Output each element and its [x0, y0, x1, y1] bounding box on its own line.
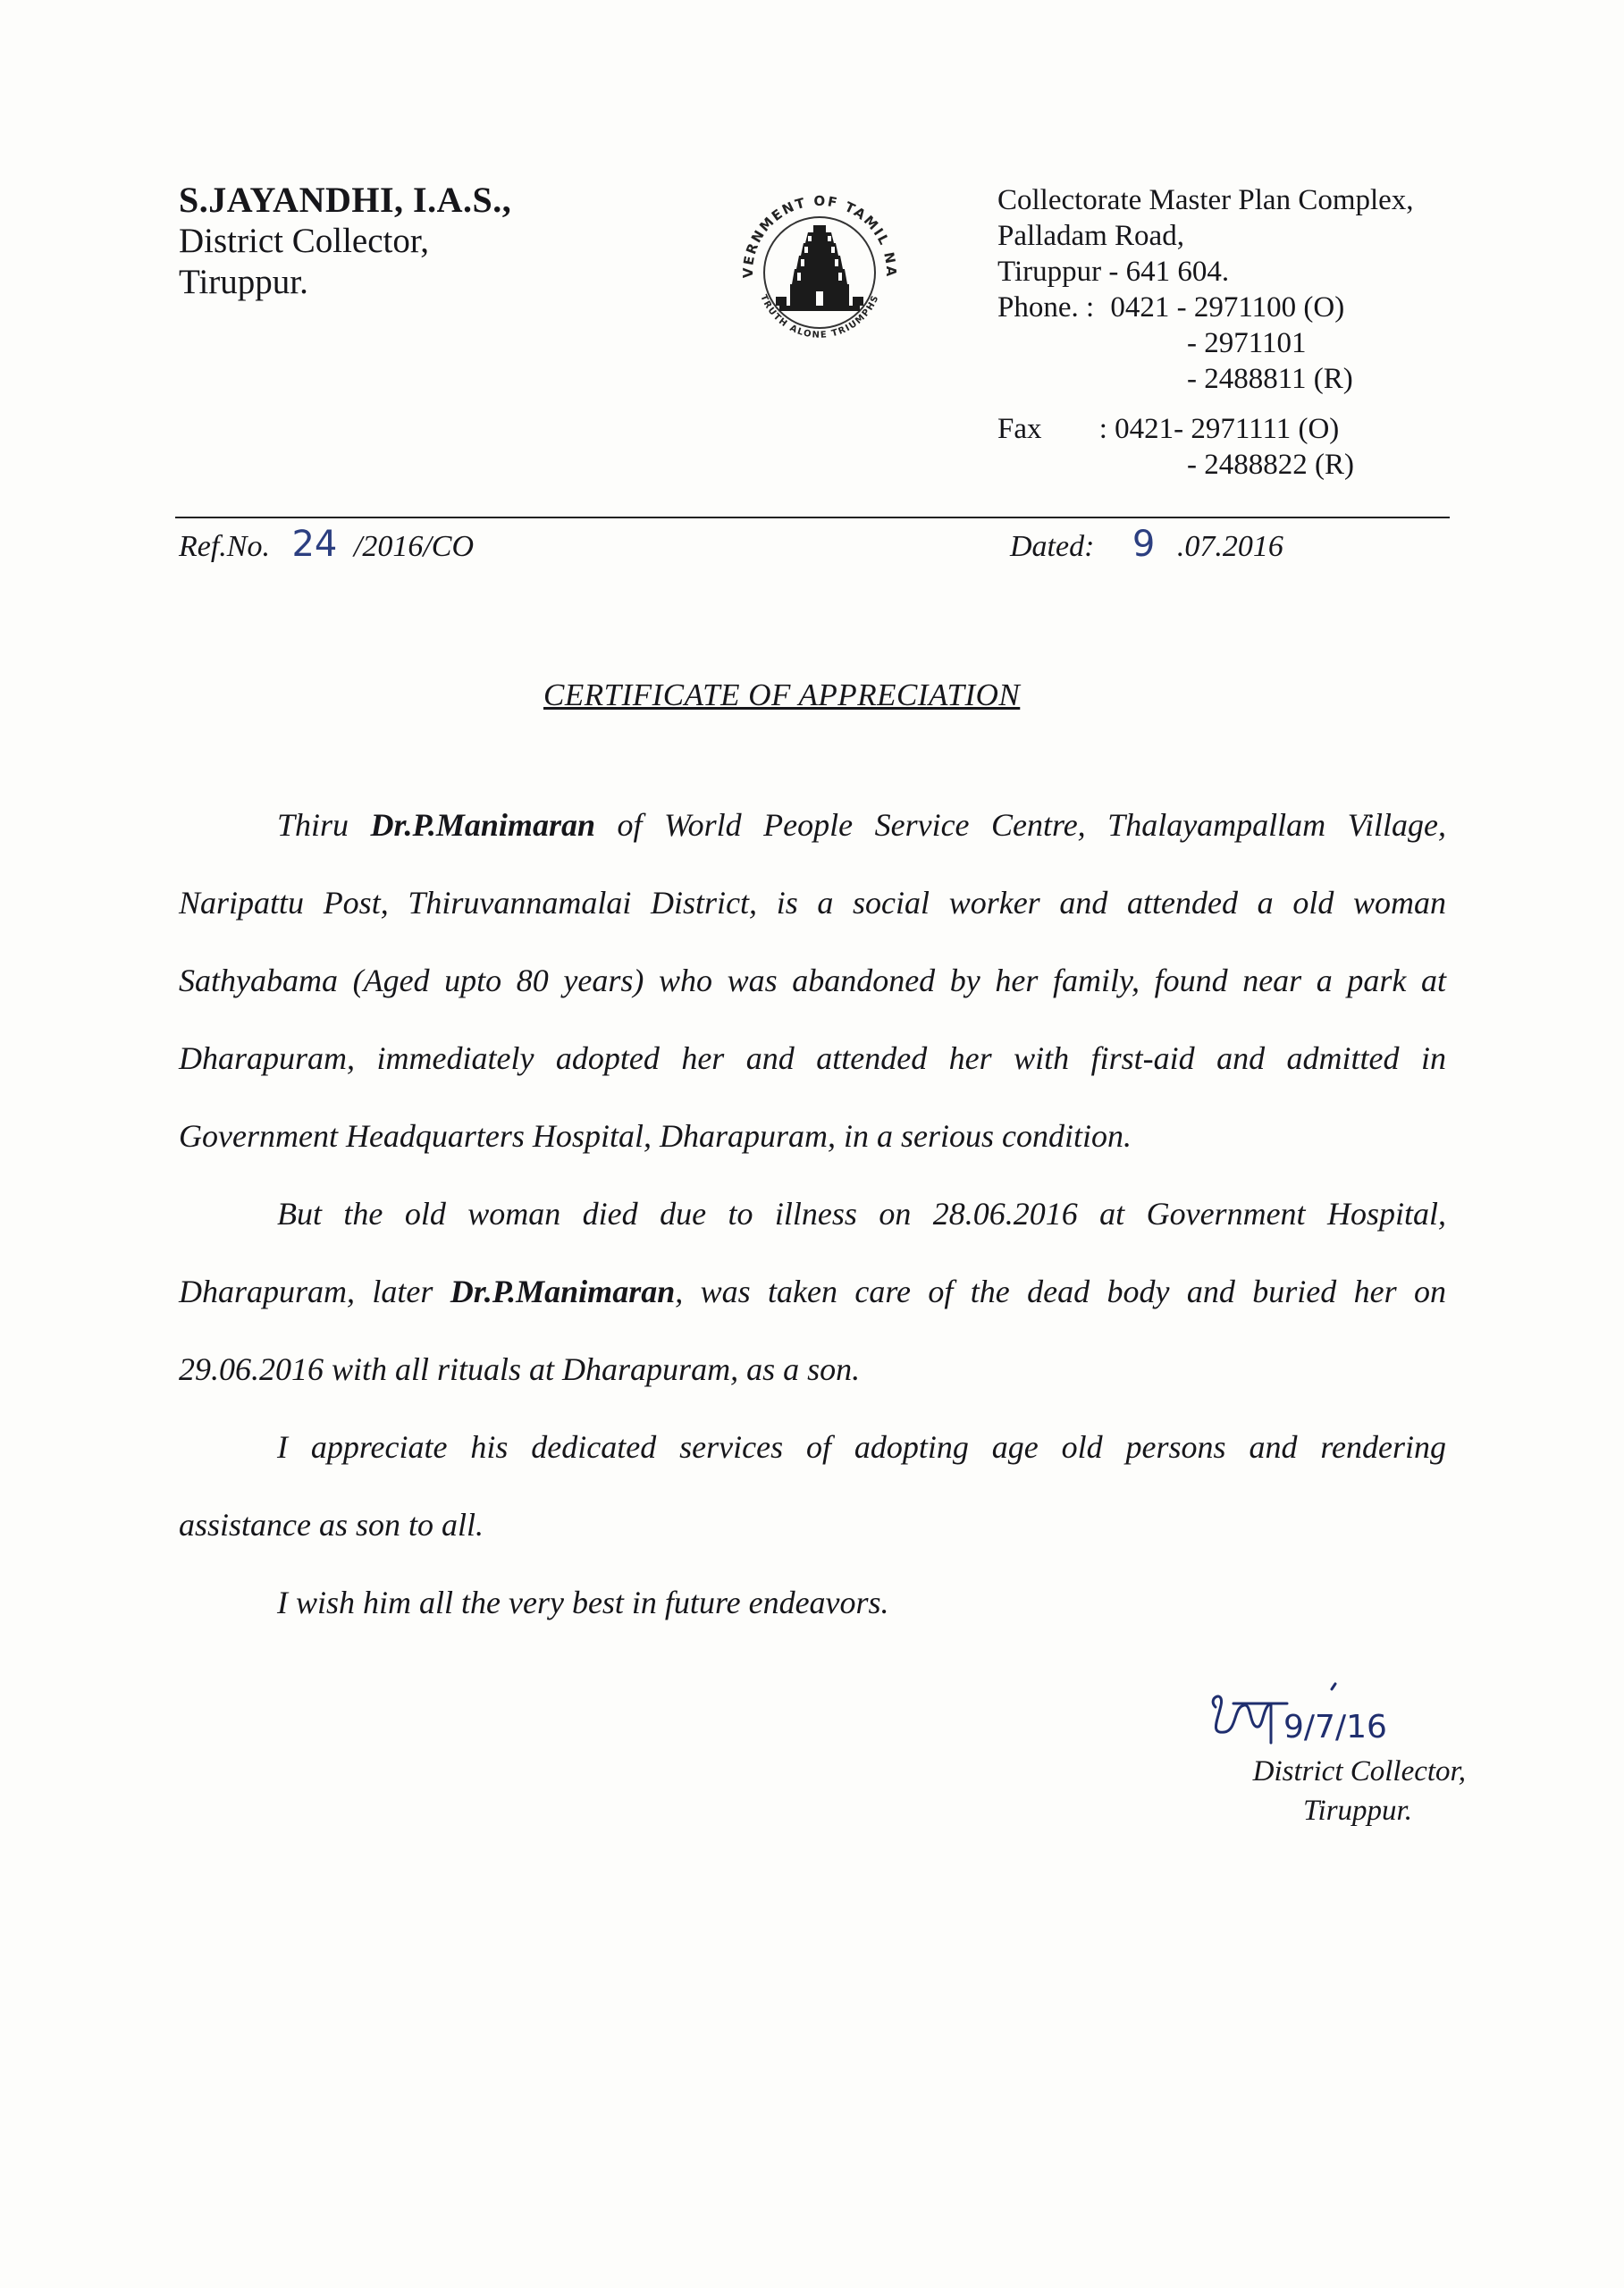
letter-date	[1010, 524, 1283, 565]
recipient-name: Dr.P.Manimaran	[370, 807, 595, 843]
emblem-top-text: VERNMENT OF TAMIL NA	[739, 192, 900, 279]
phone-number-1: 0421 - 2971100 (O)	[1110, 291, 1345, 324]
body-line: Naripattu Post, Thiruvannamalai District, is a social worker and attended a old woman	[179, 885, 1446, 921]
body-text: Dharapuram, later	[179, 1274, 450, 1309]
officer-place: Tiruppur.	[179, 263, 308, 301]
body-paragraph-3	[179, 1409, 1446, 1564]
officer-designation: District Collector,	[179, 222, 430, 260]
government-emblem	[726, 179, 913, 366]
body-text: of World People Service Centre, Thalayampallam Village,	[594, 807, 1446, 843]
letterhead-address	[997, 182, 1414, 483]
phone-number-3: - 2488811 (R)	[1187, 363, 1353, 395]
phone-label: Phone. :	[997, 291, 1095, 324]
body-line	[179, 786, 1446, 864]
body-line: I wish him all the very best in future endeavors.	[277, 1585, 889, 1620]
recipient-name: Dr.P.Manimaran	[450, 1274, 676, 1309]
signatory-block	[1180, 1752, 1466, 1830]
body-line: But the old woman died due to illness on 28.06.2016 at Government Hospital,	[277, 1196, 1446, 1232]
handwritten-signature-icon	[1198, 1680, 1430, 1761]
fax-number-1: : 0421- 2971111 (O)	[1098, 413, 1340, 445]
dated-label: Dated:	[1010, 530, 1095, 563]
signatory-designation: District Collector,	[1252, 1755, 1466, 1788]
signature	[1198, 1680, 1430, 1761]
address-line-1: Collectorate Master Plan Complex,	[997, 184, 1414, 216]
ref-label: Ref.No.	[179, 530, 270, 563]
body-line: I appreciate his dedicated services of adopting age old persons and rendering	[277, 1429, 1446, 1465]
ref-suffix: /2016/CO	[353, 530, 475, 563]
body-line: 29.06.2016 with all rituals at Dharapuram, as a son.	[179, 1351, 861, 1387]
address-line-2: Palladam Road,	[997, 220, 1184, 252]
letterhead-officer	[179, 179, 511, 303]
body-line: Government Headquarters Hospital, Dharapuram, in a serious condition.	[179, 1118, 1132, 1154]
body-line: Sathyabama (Aged upto 80 years) who was abandoned by her family, found near a park at	[179, 963, 1446, 998]
body-line: Dharapuram, immediately adopted her and attended her with first-aid and admitted in	[179, 1040, 1446, 1076]
fax-row	[997, 411, 1414, 447]
body-text: Thiru	[277, 807, 371, 843]
certificate-title: CERTIFICATE OF APPRECIATION	[543, 677, 1021, 712]
reference-number	[179, 524, 474, 565]
fax-label: Fax	[997, 413, 1042, 445]
body-paragraph-2	[179, 1175, 1446, 1409]
emblem-bottom-text: TRUTH ALONE TRIUMPHS	[758, 293, 881, 341]
date-day-handwritten: 9	[1132, 524, 1156, 565]
fax-number-2: - 2488822 (R)	[1187, 449, 1354, 481]
tamil-nadu-government-emblem-icon	[726, 179, 913, 366]
body-text: , was taken care of the dead body and buried her on	[675, 1274, 1446, 1309]
body-line	[179, 1253, 1446, 1331]
header-divider	[175, 517, 1450, 518]
body-line: assistance as son to all.	[179, 1507, 484, 1543]
phone-row	[997, 290, 1414, 325]
body-paragraph-1	[179, 786, 1446, 1175]
body-paragraph-4	[179, 1564, 1446, 1642]
signatory-place: Tiruppur.	[1303, 1795, 1412, 1827]
ref-number-handwritten: 24	[291, 524, 338, 565]
phone-number-2: - 2971101	[1187, 327, 1307, 359]
date-suffix: .07.2016	[1176, 530, 1283, 563]
officer-name: S.JAYANDHI, I.A.S.,	[179, 180, 512, 220]
address-line-3: Tiruppur - 641 604.	[997, 256, 1230, 288]
signature-date-text: 9/7/16	[1283, 1709, 1387, 1745]
